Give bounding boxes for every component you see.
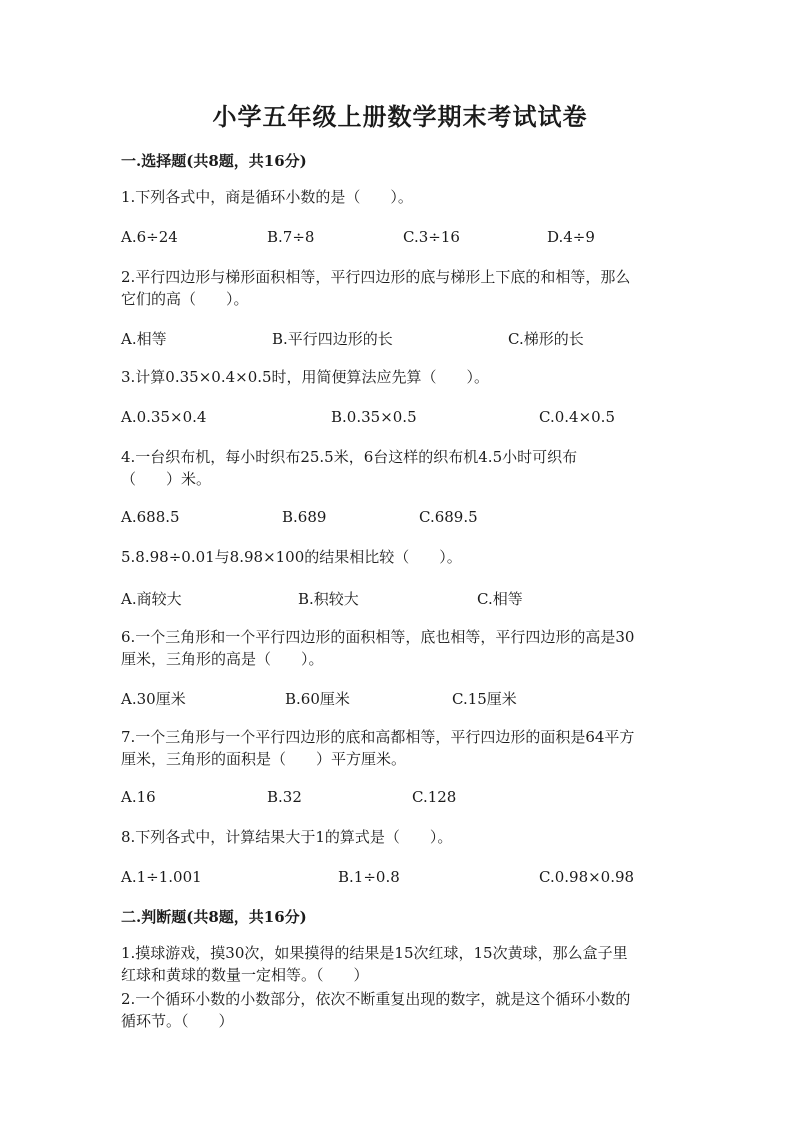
option-a: A.商较大: [121, 590, 182, 608]
question-2: [121, 266, 681, 310]
option-a: A.相等: [121, 330, 167, 348]
option-b: B.积较大: [298, 590, 359, 608]
judgment-1-line-2: 红球和黄球的数量一定相等。（ ）: [121, 966, 369, 984]
option-a: A.16: [121, 788, 156, 806]
question-6: [121, 626, 681, 670]
question-4: [121, 446, 681, 490]
judgment-2-line-2: 循环节。（ ）: [121, 1012, 234, 1030]
question-7: [121, 726, 681, 770]
option-c: C.3÷16: [403, 228, 460, 246]
question-8: 8.下列各式中，计算结果大于1的算式是（ ）。: [121, 828, 453, 846]
question-6-options: [121, 688, 681, 710]
question-2-options: [121, 328, 681, 350]
question-4-line-2: （ ）米。: [121, 470, 212, 488]
judgment-1-line-1: 1.摸球游戏，摸30次，如果摸得的结果是15次红球，15次黄球，那么盒子里: [121, 944, 628, 962]
section-heading-choice: 一.选择题(共8题，共16分): [121, 152, 307, 170]
option-c: C.15厘米: [452, 690, 517, 708]
option-b: B.1÷0.8: [338, 868, 400, 886]
option-a: A.1÷1.001: [121, 868, 202, 886]
option-b: B.60厘米: [285, 690, 350, 708]
option-b: B.平行四边形的长: [272, 330, 393, 348]
question-4-line-1: 4.一台织布机，每小时织布25.5米，6台这样的织布机4.5小时可织布: [121, 448, 578, 466]
option-b: B.689: [282, 508, 327, 526]
question-5: 5.8.98÷0.01与8.98×100的结果相比较（ ）。: [121, 548, 462, 566]
question-2-line-2: 它们的高（ ）。: [121, 290, 249, 308]
option-c: C.0.98×0.98: [539, 868, 635, 886]
option-a: A.6÷24: [121, 228, 178, 246]
question-1-options: [121, 228, 681, 250]
question-3-options: [121, 408, 681, 430]
option-d: D.4÷9: [547, 228, 595, 246]
page-title: 小学五年级上册数学期末考试试卷: [212, 102, 588, 131]
judgment-2-line-1: 2.一个循环小数的小数部分，依次不断重复出现的数字，就是这个循环小数的: [121, 990, 631, 1008]
option-a: A.30厘米: [121, 690, 186, 708]
option-a: A.0.35×0.4: [121, 408, 207, 426]
question-1: 1.下列各式中，商是循环小数的是（ ）。: [121, 188, 413, 206]
question-7-options: [121, 788, 681, 810]
question-3: 3.计算0.35×0.4×0.5时，用简便算法应先算（ ）。: [121, 368, 490, 386]
question-7-line-1: 7.一个三角形与一个平行四边形的底和高都相等，平行四边形的面积是64平方: [121, 728, 635, 746]
question-7-line-2: 厘米，三角形的面积是（ ）平方厘米。: [121, 750, 407, 768]
question-6-line-1: 6.一个三角形和一个平行四边形的面积相等，底也相等，平行四边形的高是30: [121, 628, 635, 646]
question-2-line-1: 2.平行四边形与梯形面积相等，平行四边形的底与梯形上下底的和相等，那么: [121, 268, 631, 286]
question-5-options: [121, 588, 681, 610]
option-b: B.32: [267, 788, 302, 806]
option-c: C.相等: [477, 590, 523, 608]
option-b: B.0.35×0.5: [331, 408, 417, 426]
judgment-2: [121, 988, 681, 1032]
question-8-options: [121, 868, 681, 890]
question-4-options: [121, 508, 681, 530]
option-c: C.689.5: [419, 508, 478, 526]
question-6-line-2: 厘米，三角形的高是（ ）。: [121, 650, 324, 668]
option-b: B.7÷8: [267, 228, 315, 246]
option-c: C.0.4×0.5: [539, 408, 615, 426]
option-a: A.688.5: [121, 508, 180, 526]
option-c: C.梯形的长: [508, 330, 584, 348]
section-heading-judgment: 二.判断题(共8题，共16分): [121, 908, 307, 926]
judgment-1: [121, 942, 681, 986]
option-c: C.128: [412, 788, 457, 806]
